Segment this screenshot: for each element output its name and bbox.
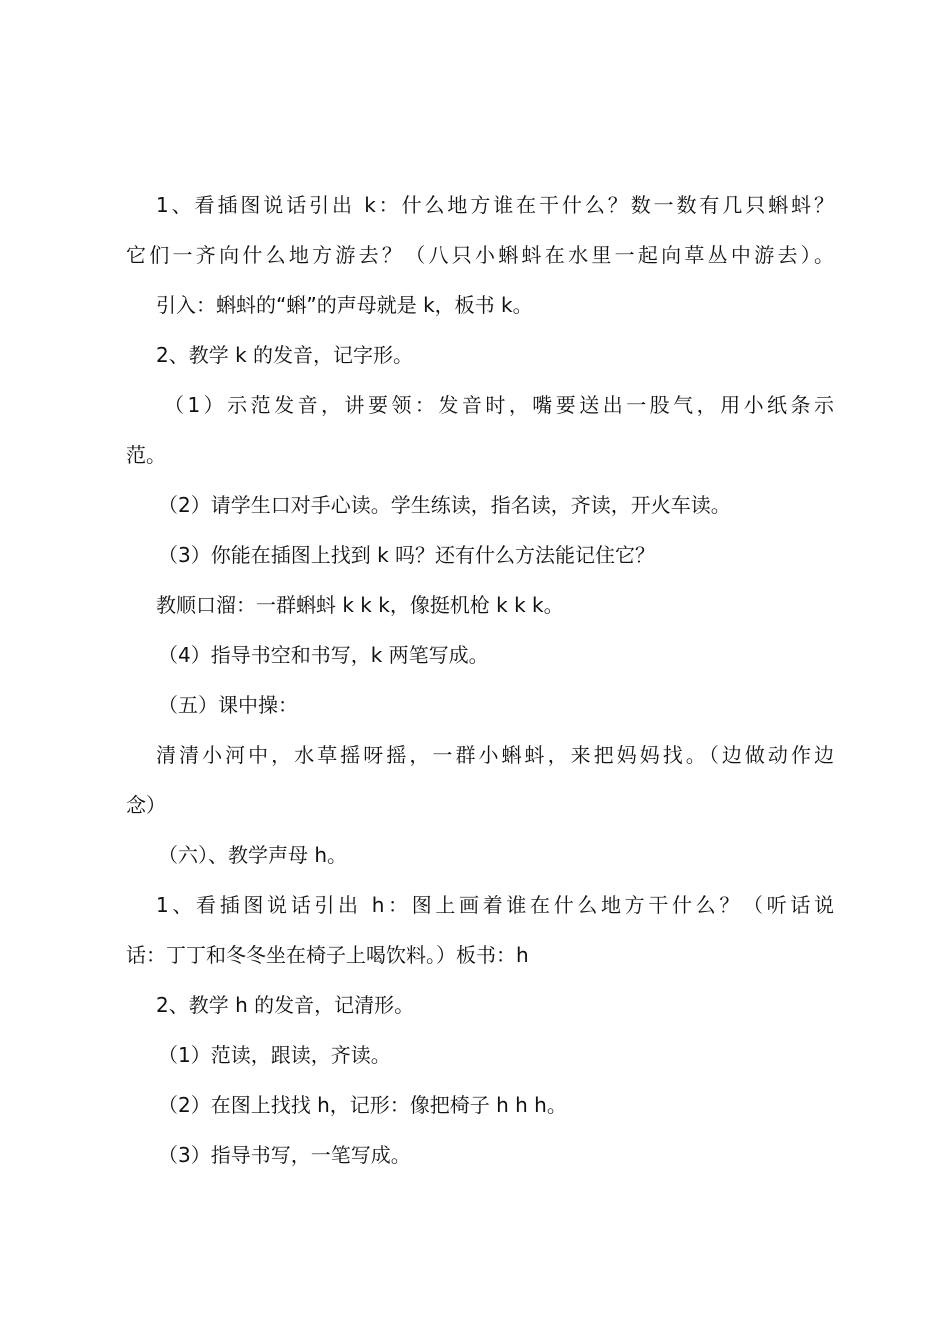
paragraph-line: 话：丁丁和冬冬坐在椅子上喝饮料。）板书：h	[126, 943, 529, 967]
paragraph-line: （五）课中操：	[158, 693, 298, 717]
paragraph-line: 1、看插图说话引出 h：图上画着谁在什么地方干什么？（听话说	[156, 893, 834, 917]
paragraph-line: （3）指导书写，一笔写成。	[158, 1143, 411, 1167]
paragraph-line: 范。	[126, 443, 166, 467]
paragraph-line: （1）示范发音，讲要领：发音时，嘴要送出一股气，用小纸条示	[164, 393, 834, 417]
paragraph-line: （4）指导书空和书写，k 两笔写成。	[158, 643, 489, 667]
paragraph-line: 引入：蝌蚪的“蝌”的声母就是 k，板书 k。	[156, 293, 533, 317]
document-body	[126, 180, 834, 1180]
paragraph-line: 1、看插图说话引出 k：什么地方谁在干什么？数一数有几只蝌蚪？	[156, 193, 834, 217]
paragraph-line: （2）在图上找找 h，记形：像把椅子 h h h。	[158, 1093, 567, 1117]
paragraph-line: 2、教学 k 的发音，记字形。	[156, 343, 414, 367]
paragraph-line: （3）你能在插图上找到 k 吗？还有什么方法能记住它？	[158, 543, 656, 567]
paragraph-line: （2）请学生口对手心读。学生练读，指名读，齐读，开火车读。	[158, 493, 731, 517]
paragraph-line: （1）范读，跟读，齐读。	[158, 1043, 391, 1067]
paragraph-line: （六）、教学声母 h。	[158, 843, 348, 867]
paragraph-line: 2、教学 h 的发音，记清形。	[156, 993, 415, 1017]
paragraph-line: 它们一齐向什么地方游去？（八只小蝌蚪在水里一起向草丛中游去）。	[126, 243, 834, 267]
paragraph-line: 教顺口溜：一群蝌蚪 k k k，像挺机枪 k k k。	[156, 593, 564, 617]
paragraph-line: 念）	[126, 793, 166, 817]
paragraph-line: 清清小河中，水草摇呀摇，一群小蝌蚪，来把妈妈找。（边做动作边	[156, 743, 834, 767]
